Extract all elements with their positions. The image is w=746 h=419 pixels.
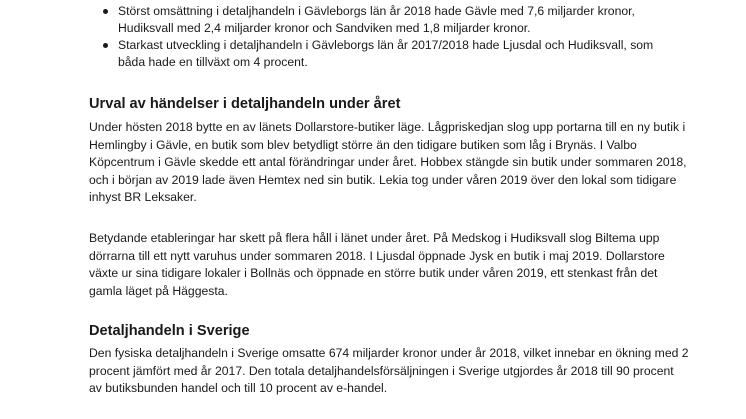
text-line: Starkast utveckling i detaljhandeln i Gävleborgs län år 2017/2018 hade Ljusdal och Hudiksvall, som (118, 38, 654, 53)
text-line: procent jämfört med år 2017. Den totala detaljhandelsförsäljningen i Sverige utgjordes år 2018 till 90 procent (89, 363, 674, 378)
text-line: Hemlingby i Gävle, en butik som blev betydligt större än den tidigare butiken som låg i Brynäs. I Valbo (89, 137, 637, 152)
text-line: inhyst BR Leksaker. (89, 190, 197, 205)
paragraph-events-2 (89, 230, 669, 300)
text-line: Betydande etableringar har skett på flera håll i länet under året. På Medskog i Hudiksvall slog Biltema upp (89, 231, 660, 245)
text-line: dörrarna till ett nytt varuhus under sommaren 2018. I Ljusdal öppnade Jysk en butik i maj 2019. Dollarstore (89, 248, 665, 263)
paragraph-sweden-1 (89, 345, 689, 398)
bullet-dot-icon (103, 9, 108, 14)
bullet-item-strongest-growth (118, 37, 718, 70)
text-line: Hudiksvall med 2,4 miljarder kronor och Sandviken med 1,8 miljarder kronor. (118, 20, 531, 35)
paragraph-events-1 (89, 119, 687, 207)
text-line: Köpcentrum i Gävle skedde ett antal förändringar under året. Hobbex stängde sin butik under sommaren 2018, (89, 155, 687, 170)
bullet-dot-icon (103, 43, 108, 48)
text-line: Den fysiska detaljhandeln i Sverige omsatte 674 miljarder kronor under år 2018, vilket innebar en ökning med 2 (89, 346, 689, 360)
text-line: gamla läget på Häggesta. (89, 283, 228, 298)
text-line: Störst omsättning i detaljhandeln i Gävleborgs län år 2018 hade Gävle med 7,6 miljarder kronor, (118, 4, 635, 18)
bullet-item-largest-turnover (118, 3, 718, 36)
text-line: båda hade en tillväxt om 4 procent. (118, 54, 308, 69)
section-heading-events: Urval av händelser i detaljhandeln under året (89, 96, 401, 112)
summary-bullet-list (118, 3, 718, 71)
section-heading-sweden: Detaljhandeln i Sverige (89, 323, 250, 339)
bullet-text (118, 37, 718, 70)
bullet-text (118, 3, 718, 36)
text-line: av butiksbunden handel och till 10 procent av e-handel. (89, 381, 388, 396)
text-line: Under hösten 2018 bytte en av länets Dollarstore-butiker läge. Lågpriskedjan slog upp portarna till en ny butik i (89, 120, 686, 134)
text-line: växte ur sina tidigare lokaler i Bollnäs och öppnade en större butik under våren 2019, ett stenkast från det (89, 266, 658, 281)
text-line: och i början av 2019 lade även Hemtex ned sin butik. Lekia tog under våren 2019 över den lokal som tidigare (89, 172, 677, 187)
